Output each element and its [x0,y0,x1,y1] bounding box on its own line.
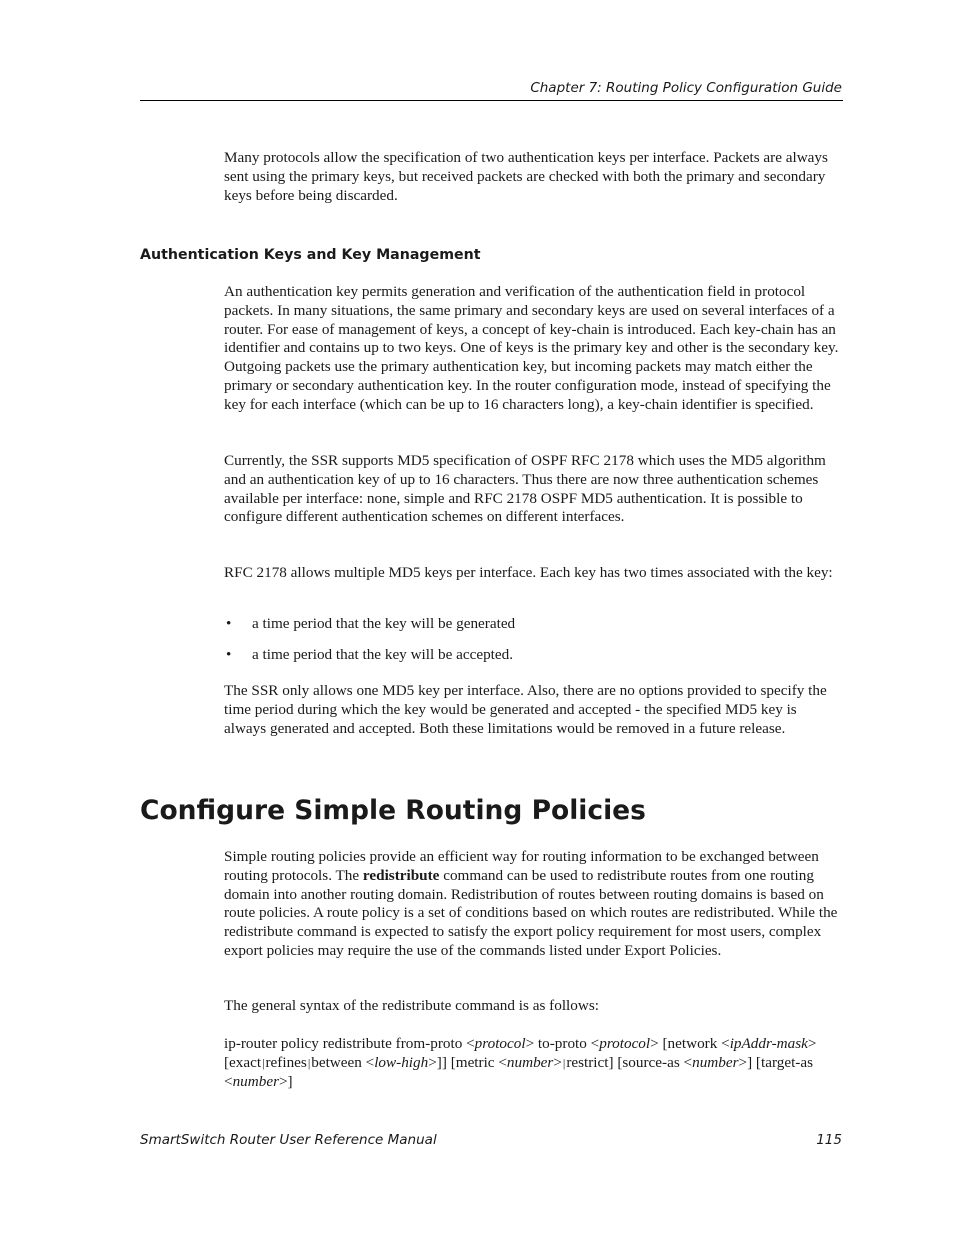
text-run: Simple routing policies provide an efficient way for routing information to be exchanged between routing protocols. The [224,848,819,884]
auth-paragraph-3: RFC 2178 allows multiple MD5 keys per interface. Each key has two times associated with the key: [224,564,833,581]
auth-paragraph-2: Currently, the SSR supports MD5 specification of OSPF RFC 2178 which uses the MD5 algorithm and an authentication key of up to 16 characters. Thus there are now three authentication schemes available per interface: none, simple and RFC 2178 OSPF MD5 authentication. It is possible to configure different authentication schemes on different interfaces. [224,452,826,526]
command-name: redistribute [362,866,440,884]
syntax-param: number [506,1053,554,1071]
syntax-text: restrict] [source-as < [566,1053,693,1071]
syntax-text: between < [311,1053,375,1071]
syntax-param: number [232,1072,279,1090]
section-title: Configure Simple Routing Policies [140,795,646,826]
header-rule [140,100,843,101]
text-run: command can be used to redistribute routes from one routing domain into another routing domain. Redistribution of routes between routing domains is based on route policies. A route policy is a set of conditions based on which routes are redistributed. While the redistribute command is expected to satisfy the export policy requirement for most users, complex export policies may require the use of the commands listed under Export Policies. [224,866,838,959]
bullet-marker: • [226,646,232,663]
intro-paragraph: Many protocols allow the specification of two authentication keys per interface. Packets are always sent using the primary keys, but received packets are checked with both the primary and secondary keys before being discarded. [224,149,828,204]
auth-paragraph-4: The SSR only allows one MD5 key per interface. Also, there are no options provided to specify the time period during which the key would be generated and accepted - the specified MD5 key is always generated and accepted. Both these limitations would be removed in a future release. [224,682,827,737]
syntax-param: protocol [474,1035,526,1052]
manual-title: SmartSwitch Router User Reference Manual [140,1132,437,1148]
syntax-separator: | [562,1055,566,1070]
auth-keys-heading: Authentication Keys and Key Management [140,247,481,263]
syntax-text: > to-proto < [525,1035,600,1052]
bullet-marker: • [226,615,232,632]
syntax-separator: | [262,1055,265,1070]
syntax-text: > [553,1053,562,1071]
syntax-param: number [692,1053,739,1071]
syntax-text: > [network < [650,1035,730,1052]
syntax-separator: | [307,1055,311,1070]
syntax-param: ipAddr-mask [729,1035,808,1052]
syntax-text: > [exact [224,1035,817,1071]
simple-paragraph-2: The general syntax of the redistribute command is as follows: [224,997,599,1014]
syntax-param: protocol [599,1035,651,1052]
command-syntax [224,1035,842,1091]
running-header: Chapter 7: Routing Policy Configuration Guide [530,80,842,96]
simple-paragraph-1 [224,848,842,961]
syntax-param: low-high [374,1053,429,1071]
list-item-text: a time period that the key will be generated [252,615,516,632]
syntax-text: refines [265,1053,307,1071]
syntax-text: ip-router policy redistribute from-proto < [224,1035,475,1052]
syntax-text: >]] [metric < [428,1053,507,1071]
syntax-text: >] [278,1072,293,1090]
list-item-text: a time period that the key will be accepted. [252,646,514,663]
page-number: 115 [816,1132,842,1148]
running-footer [140,1130,842,1150]
syntax-text: >] [target-as < [224,1053,813,1090]
auth-paragraph-1: An authentication key permits generation and verification of the authentication field in protocol packets. In many situations, the same primary and secondary keys are used on several interfaces of a router. For ease of management of keys, a concept of key-chain is introduced. Each key-chain has an identifier and contains up to two keys. One of keys is the primary key and other is the secondary key. Outgoing packets use the primary authentication key, but incoming packets may match either the primary or secondary authentication key. In the router configuration mode, instead of specifying the key for each interface (which can be up to 16 characters long), a key-chain identifier is specified. [224,283,839,413]
